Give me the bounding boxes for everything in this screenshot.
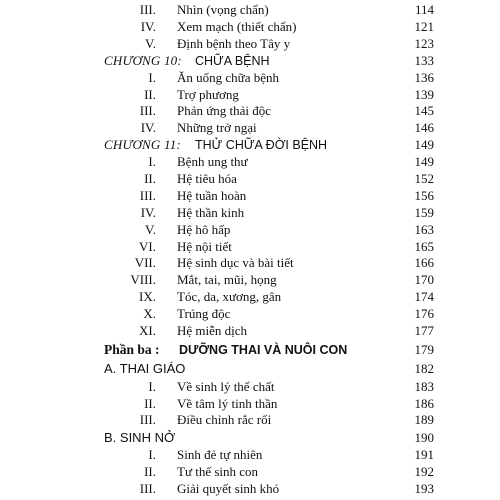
chapter-title: THỬ CHỮA ĐỜI BỆNH (195, 138, 328, 153)
toc-entry (0, 411, 500, 429)
toc-entry (0, 102, 500, 120)
entry-page: 145 (414, 103, 434, 119)
entry-number: II. (144, 395, 156, 411)
toc-entry (0, 446, 500, 464)
toc-entry (0, 305, 500, 323)
entry-number: III. (139, 481, 156, 496)
entry-page: 149 (414, 154, 434, 169)
part-page: 179 (414, 341, 434, 357)
section-heading (0, 360, 500, 378)
entry-title: Mắt, tai, mũi, họng (177, 272, 277, 288)
entry-page: 191 (414, 447, 434, 463)
entry-number: X. (143, 306, 156, 322)
entry-number: V. (145, 35, 156, 51)
entry-title: Hệ sinh dục và bài tiết (177, 255, 294, 271)
toc-entry (0, 18, 500, 36)
entry-title: Hệ miễn dịch (177, 323, 248, 338)
section-title: A. THAI GIÁO (104, 361, 186, 377)
part-title: DƯỠNG THAI VÀ NUÔI CON (179, 342, 348, 357)
entry-number: III. (139, 103, 156, 119)
entry-number: I. (148, 154, 156, 169)
toc-entry (0, 35, 500, 53)
entry-title: Trúng độc (177, 306, 231, 322)
entry-page: 114 (414, 2, 434, 17)
entry-title: Hệ hô hấp (177, 221, 231, 237)
entry-page: 152 (414, 170, 434, 186)
toc-entry (0, 322, 500, 340)
entry-number: III. (139, 187, 156, 203)
entry-number: I. (148, 69, 156, 85)
entry-title: Hệ tuần hoàn (177, 187, 247, 203)
chapter-heading (0, 136, 500, 154)
chapter-label: CHƯƠNG 11: (104, 137, 181, 153)
entry-number: II. (144, 170, 156, 186)
part-heading (0, 341, 500, 359)
toc-entry (0, 204, 500, 222)
entry-number: III. (139, 2, 156, 17)
entry-number: III. (139, 412, 156, 428)
entry-title: Sinh đẻ tự nhiên (177, 447, 263, 463)
entry-page: 146 (414, 120, 434, 136)
toc-entry (0, 463, 500, 481)
chapter-title: CHỮA BỆNH (195, 53, 270, 68)
entry-number: VIII. (130, 272, 156, 288)
entry-page: 186 (414, 395, 434, 411)
entry-title: Hệ tiêu hóa (177, 170, 237, 186)
entry-page: 192 (414, 464, 434, 480)
toc-entry (0, 153, 500, 171)
entry-page: 165 (414, 238, 434, 254)
toc-entry (0, 86, 500, 104)
entry-number: XI. (139, 323, 156, 338)
entry-number: I. (148, 378, 156, 394)
chapter-page: 149 (414, 137, 434, 153)
entry-number: II. (144, 86, 156, 102)
entry-title: Những trở ngại (177, 120, 257, 136)
entry-title: Nhìn (vọng chẩn) (177, 2, 269, 17)
entry-page: 189 (414, 412, 434, 428)
section-title: B. SINH NỞ (104, 429, 176, 445)
entry-page: 176 (414, 306, 434, 322)
entry-title: Tư thế sinh con (177, 464, 259, 480)
entry-number: II. (144, 464, 156, 480)
chapter-page: 133 (414, 52, 434, 68)
entry-title: Tóc, da, xương, gân (177, 289, 282, 305)
entry-title: Ăn uống chữa bệnh (177, 69, 279, 85)
toc-entry (0, 1, 500, 19)
entry-page: 174 (414, 289, 434, 305)
entry-number: I. (148, 447, 156, 463)
entry-number: IV. (140, 18, 156, 34)
entry-title: Hệ nội tiết (177, 238, 232, 254)
section-heading (0, 429, 500, 447)
entry-number: VII. (134, 255, 156, 271)
entry-title: Điều chỉnh rắc rối (177, 412, 272, 428)
entry-page: 170 (414, 272, 434, 288)
toc-entry (0, 69, 500, 87)
toc-entry (0, 238, 500, 256)
section-page: 190 (414, 429, 434, 445)
entry-number: IV. (140, 120, 156, 136)
entry-title: Định bệnh theo Tây y (177, 35, 291, 51)
entry-page: 193 (414, 481, 434, 496)
toc-entry (0, 395, 500, 413)
entry-page: 166 (414, 255, 434, 271)
entry-page: 156 (414, 187, 434, 203)
entry-title: Về sinh lý thể chất (177, 378, 275, 394)
toc-entry (0, 271, 500, 289)
chapter-heading (0, 52, 500, 70)
entry-page: 163 (414, 221, 434, 237)
entry-title: Trợ phương (177, 86, 239, 102)
entry-title: Phản ứng thải độc (177, 103, 272, 119)
entry-number: IV. (140, 204, 156, 220)
toc-entry (0, 288, 500, 306)
entry-number: IX. (139, 289, 156, 305)
toc-entry (0, 119, 500, 137)
entry-page: 177 (414, 323, 434, 338)
entry-page: 121 (414, 18, 434, 34)
entry-title: Giải quyết sinh khó (177, 481, 280, 496)
toc-entry (0, 480, 500, 498)
entry-page: 123 (414, 35, 434, 51)
entry-page: 183 (414, 378, 434, 394)
entry-title: Xem mạch (thiết chẩn) (177, 18, 297, 34)
toc-entry (0, 187, 500, 205)
entry-number: VI. (139, 238, 156, 254)
entry-page: 139 (414, 86, 434, 102)
entry-number: V. (145, 221, 156, 237)
entry-page: 136 (414, 69, 434, 85)
chapter-label: CHƯƠNG 10: (104, 52, 182, 68)
entry-title: Về tâm lý tinh thần (177, 395, 278, 411)
part-label: Phần ba : (104, 341, 160, 357)
entry-title: Hệ thần kinh (177, 204, 245, 220)
toc-entry (0, 221, 500, 239)
entry-page: 159 (414, 204, 434, 220)
section-page: 182 (414, 361, 434, 377)
entry-title: Bệnh ung thư (177, 154, 248, 169)
toc-entry (0, 378, 500, 396)
toc-entry (0, 170, 500, 188)
toc-entry (0, 254, 500, 272)
